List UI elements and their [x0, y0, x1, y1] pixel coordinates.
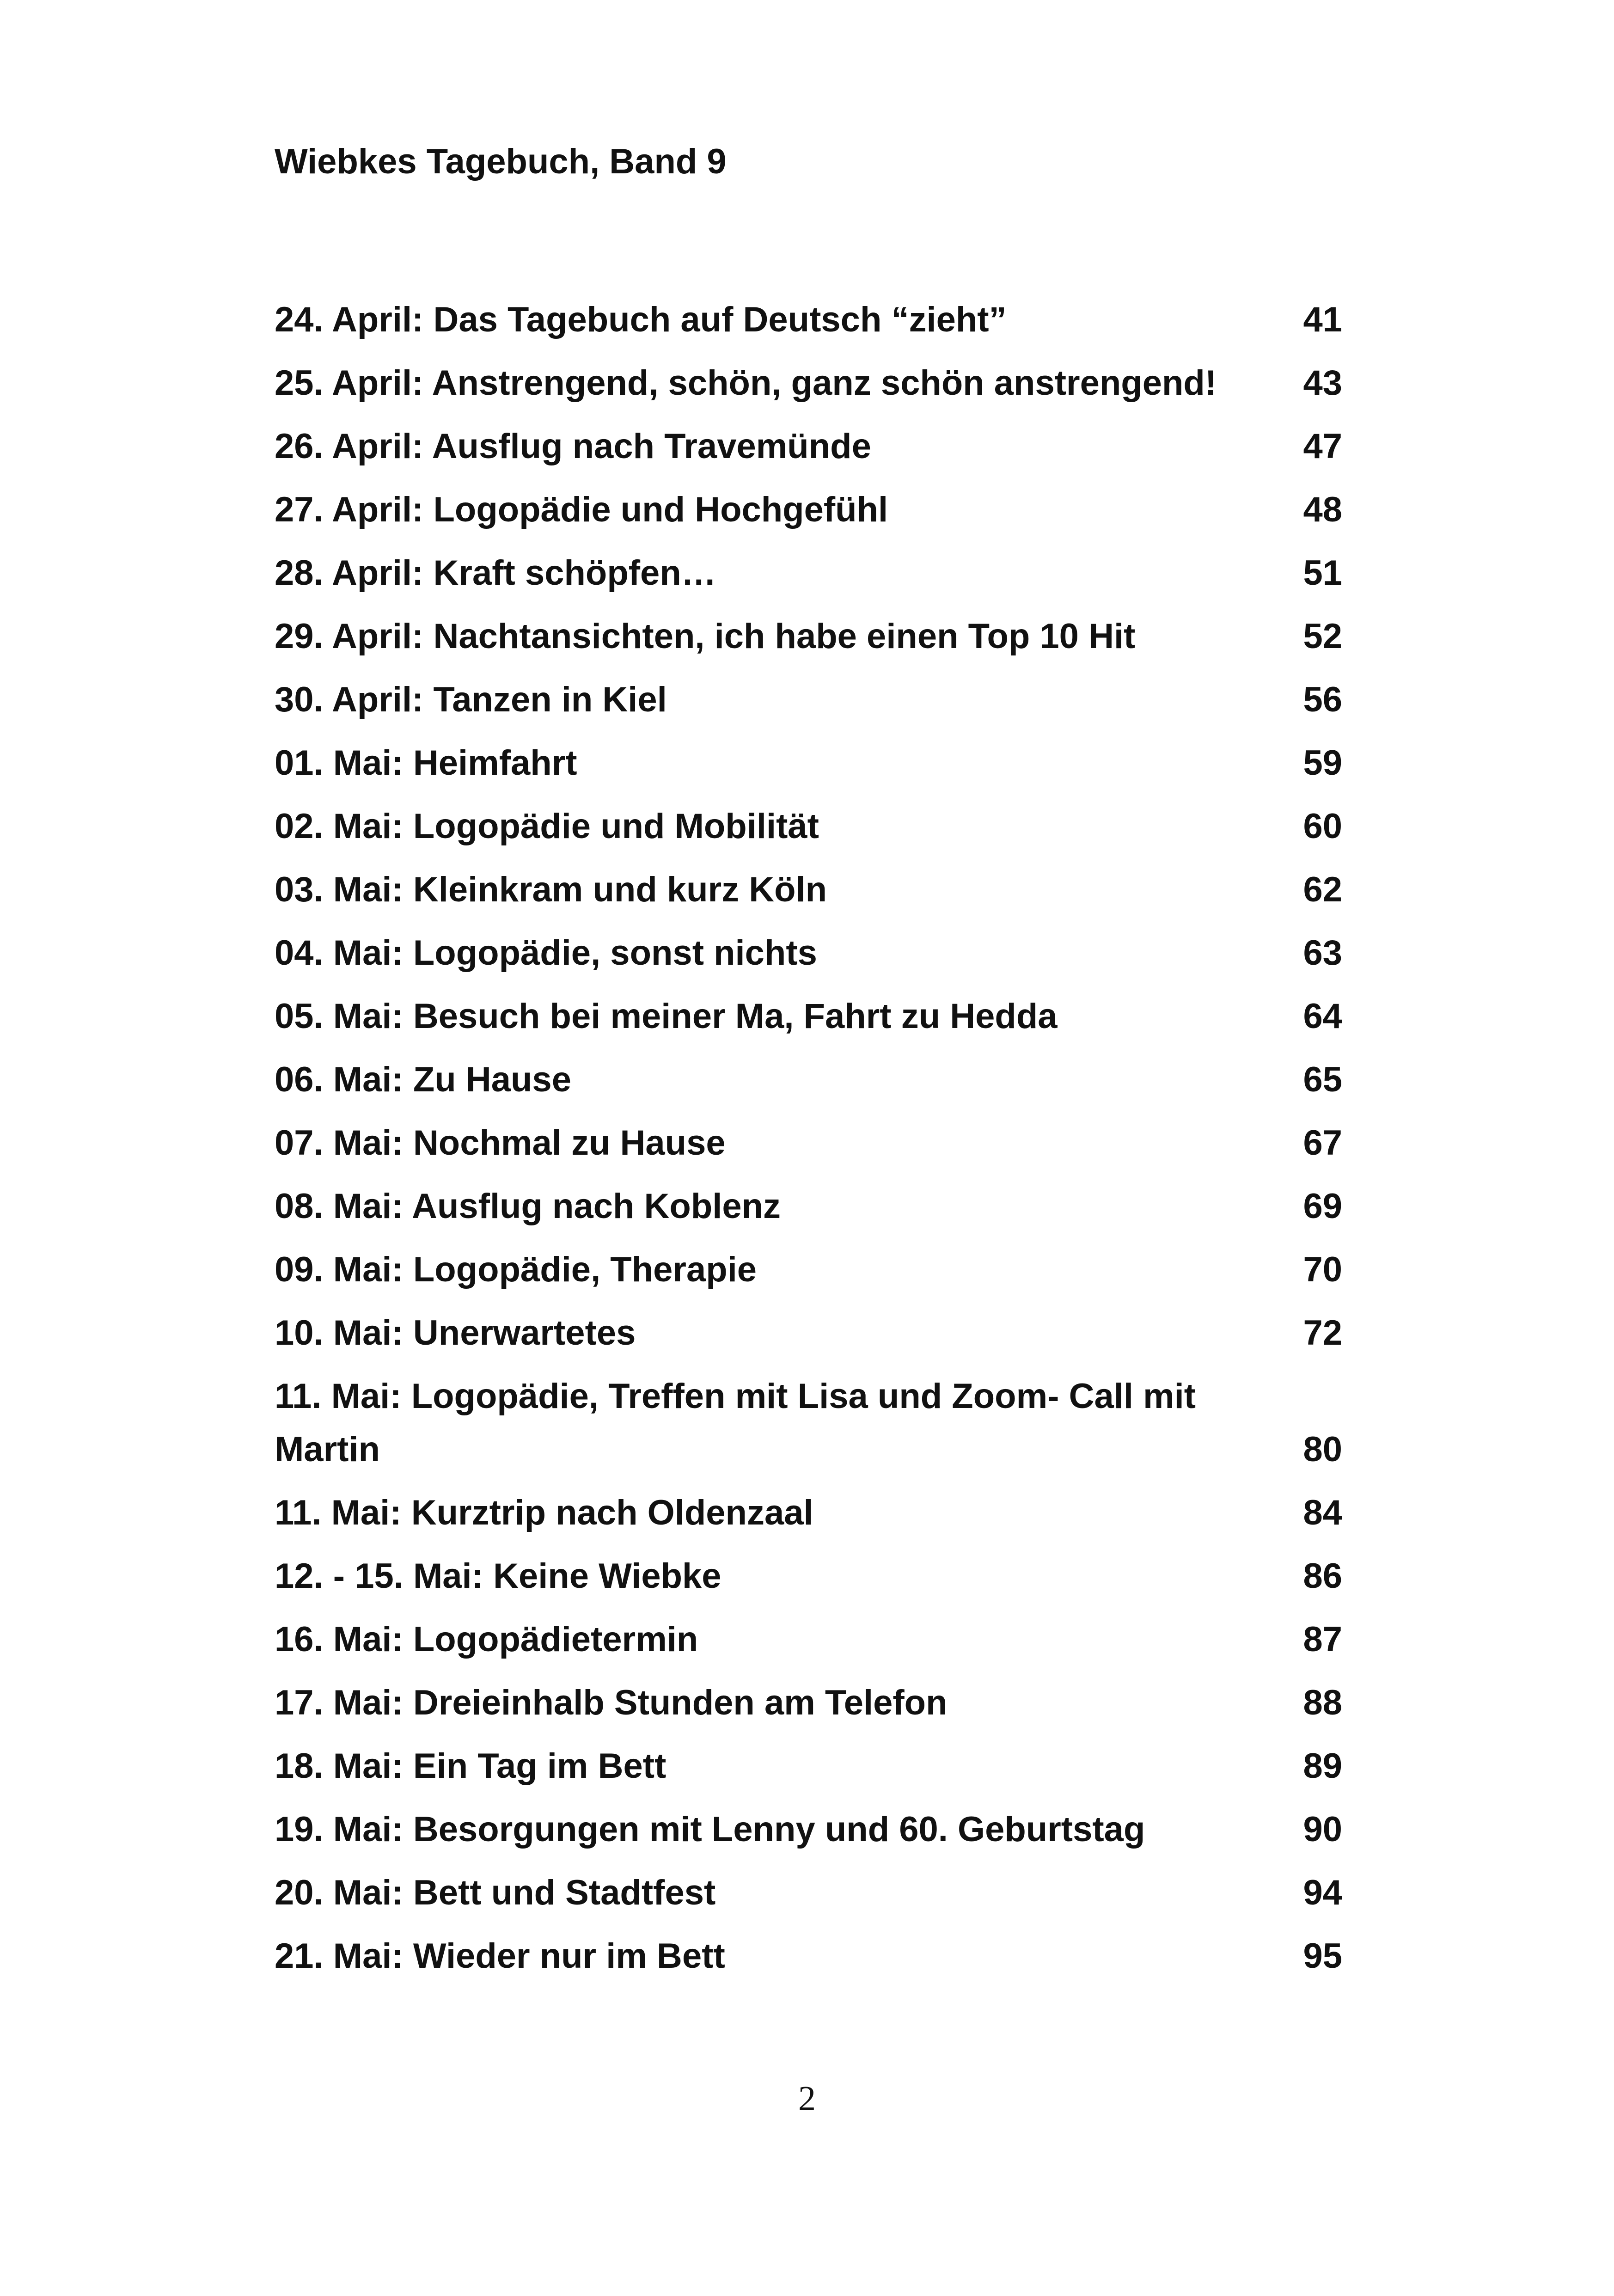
toc-entry-title: 06. Mai: Zu Hause [275, 1060, 571, 1099]
toc-entry [275, 726, 1342, 790]
toc-entry-title: 26. April: Ausflug nach Travemünde [275, 427, 871, 466]
toc-entry-page: 67 [1303, 1123, 1342, 1163]
toc-entry-page: 51 [1303, 553, 1342, 593]
toc-entry-title: 07. Mai: Nochmal zu Hause [275, 1123, 726, 1163]
toc-entry-title: 12. - 15. Mai: Keine Wiebke [275, 1556, 721, 1596]
toc-entry [275, 1476, 1342, 1539]
toc-entry-page: 94 [1303, 1873, 1342, 1912]
toc-entry [275, 1106, 1342, 1169]
toc-entry [275, 1793, 1342, 1856]
toc-entry-page: 52 [1303, 617, 1342, 656]
toc-entry-page: 41 [1303, 300, 1342, 339]
toc-entry [275, 473, 1342, 536]
toc-entry-title: 02. Mai: Logopädie und Mobilität [275, 807, 819, 846]
toc-entry [275, 283, 1342, 346]
toc-entry-page: 56 [1303, 680, 1342, 719]
toc-entry-page: 70 [1303, 1250, 1342, 1289]
toc-entry [275, 1296, 1342, 1359]
toc-entry-title: 11. Mai: Kurztrip nach Oldenzaal [275, 1493, 813, 1532]
toc-entry-title: 30. April: Tanzen in Kiel [275, 680, 667, 719]
toc-entry-page: 64 [1303, 997, 1342, 1036]
toc-entry-page: 84 [1303, 1493, 1342, 1532]
toc-entry-title: 27. April: Logopädie und Hochgefühl [275, 490, 888, 529]
toc-entry-title: 29. April: Nachtansichten, ich habe einen Top 10 Hit [275, 617, 1136, 656]
toc-entry-title: 09. Mai: Logopädie, Therapie [275, 1250, 757, 1289]
toc-entry-title: 28. April: Kraft schöpfen… [275, 553, 716, 593]
toc-entry-title: 11. Mai: Logopädie, Treffen mit Lisa und Zoom- Call mit Martin [275, 1377, 1196, 1469]
toc-entry [275, 1856, 1342, 1919]
toc-entry [275, 853, 1342, 916]
toc-entry-title: 10. Mai: Unerwartetes [275, 1313, 636, 1353]
toc-entry [275, 1233, 1342, 1296]
toc-entry [275, 1359, 1342, 1476]
toc-entry-title: 17. Mai: Dreieinhalb Stunden am Telefon [275, 1683, 948, 1722]
toc-entry-title: 19. Mai: Besorgungen mit Lenny und 60. Geburtstag [275, 1810, 1145, 1849]
toc-entry [275, 980, 1342, 1043]
toc-entry-page: 48 [1303, 490, 1342, 529]
toc-entry [275, 1919, 1342, 1983]
toc-entry-page: 63 [1303, 933, 1342, 973]
toc-entry [275, 600, 1342, 663]
toc-entry [275, 1603, 1342, 1666]
toc-entry-page: 43 [1303, 363, 1342, 403]
toc-entry-page: 95 [1303, 1936, 1342, 1976]
toc-entry-title: 04. Mai: Logopädie, sonst nichts [275, 933, 817, 973]
toc-entry-page: 89 [1303, 1746, 1342, 1786]
toc-entry-page: 86 [1303, 1556, 1342, 1596]
toc-entry-page: 59 [1303, 743, 1342, 783]
toc-entry-title: 21. Mai: Wieder nur im Bett [275, 1936, 725, 1976]
toc-entry-page: 72 [1303, 1313, 1342, 1353]
toc-entry [275, 536, 1342, 600]
toc-entry-title: 20. Mai: Bett und Stadtfest [275, 1873, 716, 1912]
toc-entry-page: 60 [1303, 807, 1342, 846]
toc-entry-page: 88 [1303, 1683, 1342, 1722]
toc-entry-page: 62 [1303, 870, 1342, 909]
document-title: Wiebkes Tagebuch, Band 9 [275, 142, 727, 181]
toc-entry-title: 05. Mai: Besuch bei meiner Ma, Fahrt zu Hedda [275, 997, 1058, 1036]
toc-entry [275, 1539, 1342, 1603]
toc-entry-page: 47 [1303, 427, 1342, 466]
toc-entry-title: 18. Mai: Ein Tag im Bett [275, 1746, 666, 1786]
toc-entry-title: 25. April: Anstrengend, schön, ganz schön anstrengend! [275, 363, 1217, 403]
toc-entry [275, 346, 1342, 410]
page-number: 2 [798, 2079, 816, 2118]
toc-entry-page: 65 [1303, 1060, 1342, 1099]
toc-entry [275, 663, 1342, 726]
toc-entry [275, 790, 1342, 853]
table-of-contents [275, 283, 1342, 1983]
toc-entry-title: 03. Mai: Kleinkram und kurz Köln [275, 870, 827, 909]
toc-entry [275, 1729, 1342, 1793]
toc-entry [275, 1169, 1342, 1233]
toc-entry [275, 410, 1342, 473]
toc-entry-page: 69 [1303, 1187, 1342, 1226]
toc-entry-page: 87 [1303, 1620, 1342, 1659]
toc-entry-title: 16. Mai: Logopädietermin [275, 1620, 698, 1659]
toc-entry-page: 90 [1303, 1810, 1342, 1849]
toc-entry-title: 24. April: Das Tagebuch auf Deutsch “zieht” [275, 300, 1007, 339]
toc-entry-title: 01. Mai: Heimfahrt [275, 743, 577, 783]
toc-entry-title: 08. Mai: Ausflug nach Koblenz [275, 1187, 781, 1226]
toc-entry [275, 1043, 1342, 1106]
toc-entry [275, 916, 1342, 980]
toc-entry [275, 1666, 1342, 1729]
toc-entry-page: 80 [1303, 1430, 1342, 1469]
